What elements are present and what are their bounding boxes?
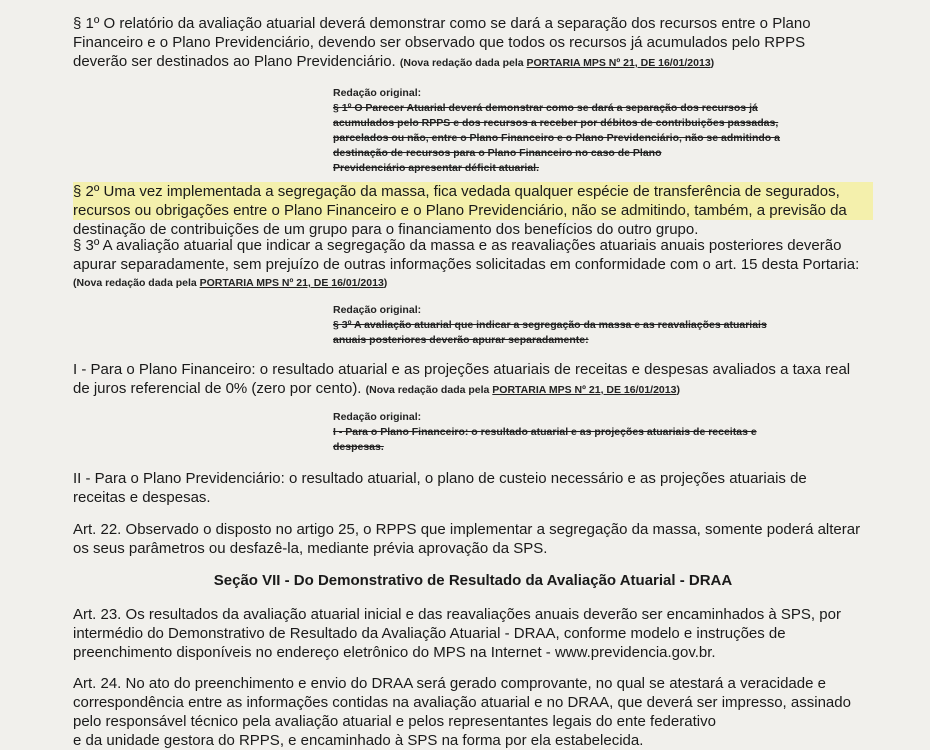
paragraph-line: de juros referencial de 0% (zero por cento). (Nova redação dada pela PORTARIA MPS Nº 21, DE 16/01/2013): [73, 380, 680, 397]
item-ii: [73, 469, 873, 507]
article-24: [73, 674, 873, 750]
struck-line: I - Para o Plano Financeiro: o resultado atuarial e as projeções atuariais de receitas e: [333, 426, 757, 438]
highlighted-line: recursos ou obrigações entre o Plano Financeiro e o Plano Previdenciário, não se admitindo, também, a previsão da: [73, 201, 873, 220]
highlighted-line: § 2º Uma vez implementada a segregação da massa, fica vedada qualquer espécie de transferência de segurados,: [73, 182, 873, 201]
paragraph-1: [73, 14, 873, 73]
paragraph-line: Art. 23. Os resultados da avaliação atuarial inicial e das reavaliações anuais deverão ser encaminhados à SPS, por: [73, 606, 841, 623]
portaria-link[interactable]: PORTARIA MPS Nº 21, DE 16/01/2013: [526, 57, 711, 69]
amendment-note: (Nova redação dada pela PORTARIA MPS Nº 21, DE 16/01/2013): [365, 384, 680, 396]
paragraph-line: deverão ser destinados ao Plano Previdenciário. (Nova redação dada pela PORTARIA MPS Nº 21, DE 16/01/2013): [73, 53, 715, 70]
amendment-note: (Nova redação dada pela PORTARIA MPS Nº 21, DE 16/01/2013): [73, 277, 388, 289]
paragraph-line: correspondência entre as informações contidas na avaliação atuarial e no DRAA, que deverá ser impresso, assinado: [73, 694, 851, 711]
original-wording-i: [333, 410, 878, 455]
struck-line: Previdenciário apresentar déficit atuarial.: [333, 162, 540, 174]
paragraph-line: § 1º O relatório da avaliação atuarial deverá demonstrar como se dará a separação dos recursos entre o Plano: [73, 15, 811, 32]
article-23: [73, 605, 873, 662]
item-i: [73, 360, 873, 400]
paragraph-line: II - Para o Plano Previdenciário: o resultado atuarial, o plano de custeio necessário e as projeções atuariais de: [73, 470, 807, 487]
portaria-link[interactable]: PORTARIA MPS Nº 21, DE 16/01/2013: [199, 277, 384, 289]
paragraph-line: intermédio do Demonstrativo de Resultado da Avaliação Atuarial - DRAA, conforme modelo e instruções de: [73, 625, 786, 642]
paragraph-line: I - Para o Plano Financeiro: o resultado atuarial e as projeções atuariais de receitas e despesas avaliados a taxa real: [73, 361, 851, 378]
struck-line: anuais posteriores deverão apurar separadamente:: [333, 334, 589, 346]
amendment-note: (Nova redação dada pela PORTARIA MPS Nº 21, DE 16/01/2013): [399, 57, 715, 69]
paragraph-line: receitas e despesas.: [73, 489, 211, 506]
original-wording-1: [333, 86, 878, 176]
original-wording-header: Redação original:: [333, 87, 422, 99]
paragraph-2: [73, 182, 873, 239]
original-wording-header: Redação original:: [333, 304, 422, 316]
paragraph-line: pelo responsável técnico pela avaliação atuarial e pelos representantes legais do ente federativo: [73, 713, 716, 730]
struck-line: acumulados pelo RPPS e dos recursos a receber por débitos de contribuições passadas,: [333, 117, 779, 129]
paragraph-line: Art. 22. Observado o disposto no artigo 25, o RPPS que implementar a segregação da massa, somente poderá alterar: [73, 521, 861, 538]
paragraph-3: [73, 236, 873, 293]
article-22: [73, 520, 873, 558]
paragraph-line: Art. 24. No ato do preenchimento e envio do DRAA será gerado comprovante, no qual se atestará a veracidade e: [73, 675, 826, 692]
struck-line: destinação de recursos para o Plano Financeiro no caso de Plano: [333, 147, 662, 159]
portaria-link[interactable]: PORTARIA MPS Nº 21, DE 16/01/2013: [492, 384, 677, 396]
original-wording-3: [333, 303, 878, 348]
paragraph-line: Financeiro e o Plano Previdenciário, devendo ser observado que todos os recursos já acumulados pelo RPPS: [73, 34, 806, 51]
paragraph-line: apurar separadamente, sem prejuízo de outras informações solicitadas em conformidade com o art. 15 desta Portaria:: [73, 256, 860, 273]
paragraph-line: preenchimento disponíveis no endereço eletrônico do MPS na Internet - www.previdencia.gov.br.: [73, 644, 716, 661]
paragraph-line: e da unidade gestora do RPPS, e encaminhado à SPS na forma por ela estabelecida.: [73, 732, 644, 749]
paragraph-line: os seus parâmetros ou desfazê-la, mediante prévia aprovação da SPS.: [73, 540, 548, 557]
struck-line: § 3º A avaliação atuarial que indicar a segregação da massa e as reavaliações atuariais: [333, 319, 767, 331]
section-title: Seção VII - Do Demonstrativo de Resultado da Avaliação Atuarial - DRAA: [213, 572, 733, 589]
original-wording-header: Redação original:: [333, 411, 422, 423]
paragraph-line: § 3º A avaliação atuarial que indicar a segregação da massa e as reavaliações atuariais anuais posteriores deverão: [73, 237, 842, 254]
struck-line: despesas.: [333, 441, 384, 453]
struck-line: § 1º O Parecer Atuarial deverá demonstrar como se dará a separação dos recursos já: [333, 102, 758, 114]
paragraph-line: destinação de contribuições de um grupo para o financiamento dos benefícios do outro grupo.: [73, 221, 699, 238]
struck-line: parcelados ou não, entre o Plano Financeiro e o Plano Previdenciário, não se admitindo a: [333, 132, 780, 144]
